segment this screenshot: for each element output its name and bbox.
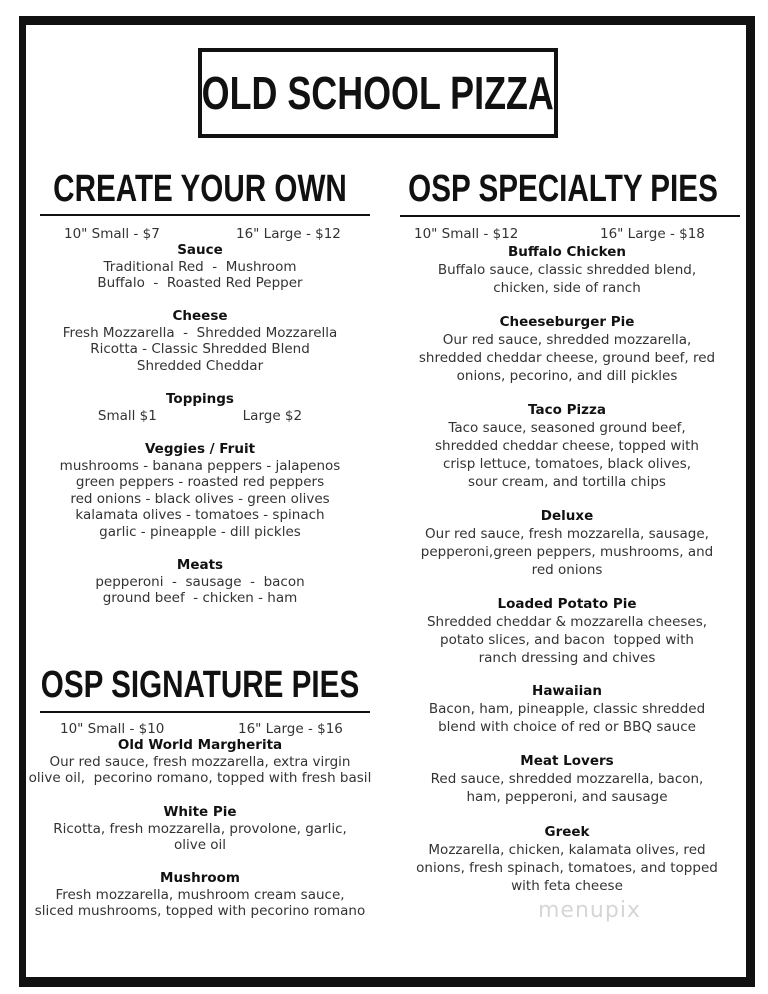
section-description-line: Fresh Mozzarella - Shredded Mozzarella — [62, 324, 338, 341]
menu-section — [387, 595, 747, 667]
large-price: 16" Large - $18 — [600, 226, 705, 242]
section-name: Hawaiian — [532, 683, 602, 699]
section-description-line: onions, pecorino, and dill pickles — [456, 368, 678, 384]
section-description-line: Shredded cheddar & mozzarella cheeses, — [426, 614, 708, 630]
section-description-line: sour cream, and tortilla chips — [468, 474, 666, 490]
signature-pies-heading: OSP SIGNATURE PIES — [40, 664, 360, 706]
section-description-line: Ricotta - Classic Shredded Blend — [90, 341, 310, 358]
section-description-line: green peppers - roasted red peppers — [75, 474, 325, 491]
section-description-line: red onions — [531, 562, 603, 578]
section-description-line: Our red sauce, fresh mozzarella, extra virgin — [49, 753, 351, 770]
section-name: Deluxe — [540, 508, 594, 524]
section-description-line: kalamata olives - tomatoes - spinach — [75, 507, 325, 524]
menu-section — [20, 441, 380, 541]
menu-section — [387, 507, 747, 579]
title-box — [198, 48, 558, 138]
section-name: Cheese — [172, 308, 228, 324]
menu-section — [20, 737, 380, 787]
small-price: 10" Small - $7 — [64, 226, 160, 242]
watermark: menupix — [538, 898, 641, 923]
section-description-line: red onions - black olives - green olives — [70, 490, 330, 507]
section-description-line: sliced mushrooms, topped with pecorino romano — [34, 903, 366, 920]
menu-section — [20, 804, 380, 854]
menu-section — [20, 242, 380, 292]
create-your-own-heading: CREATE YOUR OWN — [53, 168, 347, 210]
menu-section — [20, 308, 380, 374]
menu-section — [387, 313, 747, 385]
section-description-line: Mozzarella, chicken, kalamata olives, red — [428, 842, 706, 858]
section-description-line: Our red sauce, shredded mozzarella, — [442, 332, 692, 348]
section-description-line: with feta cheese — [511, 878, 623, 894]
menu-section — [387, 401, 747, 491]
section-name: Buffalo Chicken — [507, 244, 627, 260]
menu-section — [387, 823, 747, 895]
section-description-line: Bacon, ham, pineapple, classic shredded — [428, 701, 706, 717]
section-description-line: potato slices, and bacon topped with — [440, 632, 694, 648]
section-name: Taco Pizza — [528, 402, 606, 418]
section-description-line: chicken, side of ranch — [493, 280, 641, 296]
section-description-line: mushrooms - banana peppers - jalapenos — [59, 457, 341, 474]
section-description-line: Shredded Cheddar — [136, 357, 264, 374]
menu-section — [20, 391, 380, 424]
large-price: 16" Large - $12 — [236, 226, 341, 242]
divider — [40, 214, 370, 216]
section-description-line: shredded cheddar cheese, ground beef, red — [418, 350, 716, 366]
section-description-line: Buffalo sauce, classic shredded blend, — [437, 262, 697, 278]
section-description-line: ham, pepperoni, and sausage — [466, 789, 668, 805]
section-description-line: Fresh mozzarella, mushroom cream sauce, — [55, 886, 345, 903]
menu-section — [387, 682, 747, 736]
section-name: Toppings — [166, 391, 234, 407]
menu-section — [387, 752, 747, 806]
divider — [40, 711, 370, 713]
section-description-line: olive oil — [173, 837, 227, 854]
section-name: Greek — [544, 824, 590, 840]
menu-section — [20, 557, 380, 607]
section-description-line: Our red sauce, fresh mozzarella, sausage, — [425, 526, 709, 542]
small-price: 10" Small - $12 — [414, 226, 519, 242]
menu-section — [20, 870, 380, 920]
large-price: 16" Large - $16 — [238, 721, 343, 737]
section-description-line: Ricotta, fresh mozzarella, provolone, garlic, — [53, 820, 347, 837]
divider — [400, 215, 740, 217]
section-description-line: pepperoni,green peppers, mushrooms, and — [420, 544, 714, 560]
section-name: Old World Margherita — [117, 737, 283, 753]
section-description-line: Buffalo - Roasted Red Pepper — [97, 275, 303, 292]
section-description-line: crisp lettuce, tomatoes, black olives, — [442, 456, 692, 472]
section-name: Cheeseburger Pie — [499, 314, 635, 330]
section-description-line: ranch dressing and chives — [478, 650, 656, 666]
small-price: 10" Small - $10 — [60, 721, 165, 737]
section-name: Mushroom — [160, 870, 240, 886]
section-description-line: ground beef - chicken - ham — [102, 590, 298, 607]
section-description-line: onions, fresh spinach, tomatoes, and topped — [416, 860, 718, 876]
section-name: Meats — [176, 557, 224, 573]
section-name: Meat Lovers — [520, 753, 614, 769]
section-description-line: olive oil, pecorino romano, topped with fresh basil — [28, 770, 372, 787]
section-description-line: Taco sauce, seasoned ground beef, — [448, 420, 686, 436]
section-description-line: blend with choice of red or BBQ sauce — [438, 719, 696, 735]
menu-section — [387, 243, 747, 297]
section-name: Veggies / Fruit — [144, 441, 256, 457]
section-name: Loaded Potato Pie — [497, 596, 637, 612]
section-description-line: garlic - pineapple - dill pickles — [99, 523, 301, 540]
section-description-line: Traditional Red - Mushroom — [103, 258, 297, 275]
section-description-line: Small $1 Large $2 — [97, 407, 303, 424]
specialty-pies-heading: OSP SPECIALTY PIES — [408, 168, 718, 210]
section-name: White Pie — [163, 804, 237, 820]
restaurant-title: OLD SCHOOL PIZZA — [201, 67, 555, 119]
section-description-line: Red sauce, shredded mozzarella, bacon, — [430, 771, 704, 787]
section-description-line: shredded cheddar cheese, topped with — [434, 438, 699, 454]
section-description-line: pepperoni - sausage - bacon — [95, 573, 305, 590]
section-name: Sauce — [177, 242, 223, 258]
